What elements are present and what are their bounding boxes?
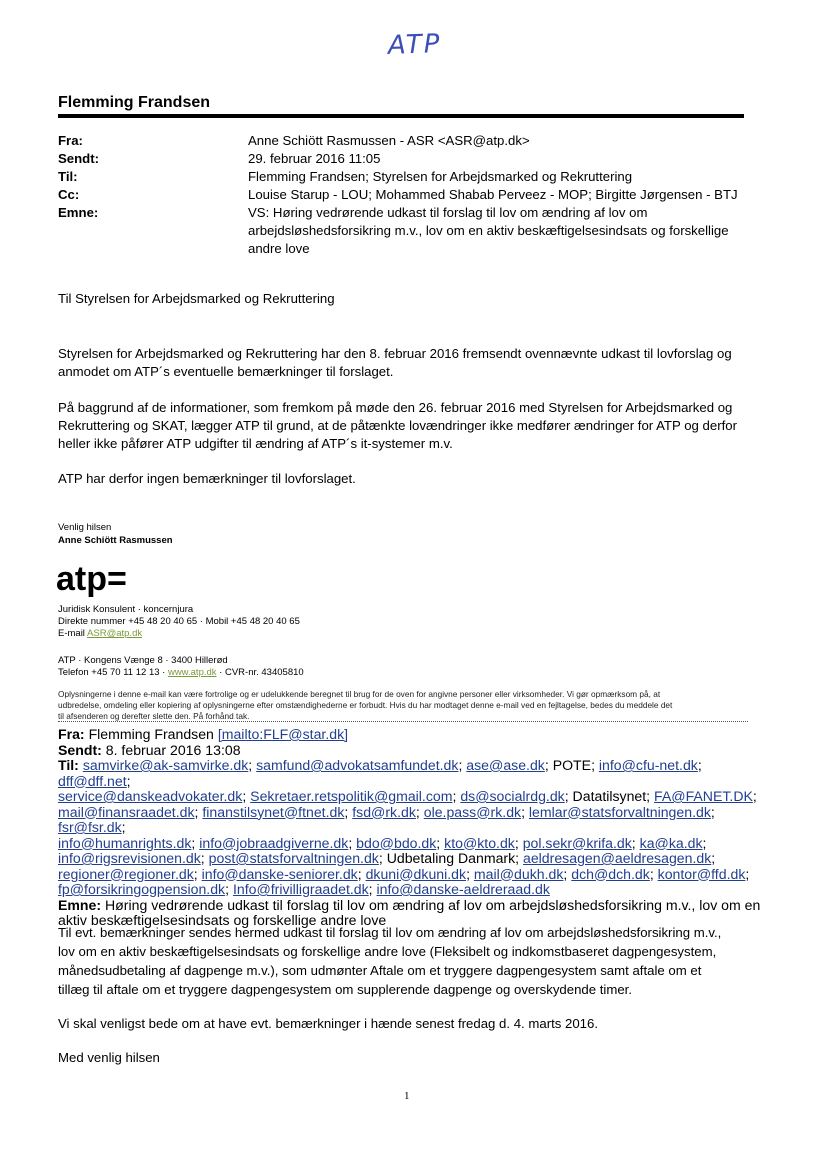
recipient-email-link[interactable]: service@danskeadvokater.dk [58,788,243,804]
fwd-sent-label: Sendt: [58,741,102,758]
recipient-email-link[interactable]: regioner@regioner.dk [58,865,194,882]
fwd-sent-value: 8. februar 2016 13:08 [105,741,241,758]
fwd-from-row [58,727,768,743]
recipient-separator-text: ; [436,834,445,851]
header-sent-row [58,150,758,168]
recipient-email-link[interactable]: info@danske-aeldreraad.dk [376,881,550,897]
subject-value [248,204,748,258]
closing-greeting: Med venlig hilsen [58,1050,160,1065]
recipient-email-link[interactable]: Sekretaer.retspolitik@gmail.com [250,788,453,804]
recipient-email-link[interactable]: aeldresagen@aeldresagen.dk [523,850,712,866]
recipient-separator-text: ; [415,803,424,820]
signature-name: Anne Schiött Rasmussen [58,535,173,546]
sent-value: 29. februar 2016 11:05 [248,151,381,166]
recipient-separator-text: ; [348,834,357,851]
recipient-separator-text: ; [193,865,202,882]
signature-phones: Direkte nummer +45 48 20 40 65 · Mobil +45 48 20 40 65 [58,616,300,627]
forwarded-header [58,727,768,929]
separator-dotted [58,721,748,722]
recipient-separator-text: ; [242,788,251,804]
recipients-line [58,836,768,852]
recipient-email-link[interactable]: finanstilsynet@ftnet.dk [202,803,345,820]
text-line: heller ikke påfører ATP udgifter til ændring af ATP´s it-systemer m.v. [58,436,453,451]
text-line: På baggrund af de informationer, som fremkom på møde den 26. februar 2016 med Styrelsen for Arbejdsmarked og [58,400,733,415]
cc-label: Cc: [58,187,80,202]
recipient-separator-text: ; [631,834,640,851]
recipient-separator-text: ; [710,803,715,820]
text-line: Til evt. bemærkninger sendes hermed udkast til forslag til lov om ændring af lov om arbejdsløshedsforsikring m.v., [58,925,722,940]
text-line: anmodet om ATP´s eventuelle bemærkninger til forslaget. [58,364,394,379]
subject-line: VS: Høring vedrørende udkast til forslag til lov om ændring af lov om [248,205,648,220]
paragraph-2 [58,399,758,453]
header-to-row [58,168,758,186]
email-label: E-mail [58,628,88,639]
text-line: lov om en aktiv beskæftigelsesindsats og forskellige andre love (Fleksibelt og indkomstbaseret dagpengesystem, [58,944,717,959]
recipients-line [58,805,768,836]
recipient-separator-text: ; [563,865,572,882]
signature-email-line [58,628,758,640]
website-link[interactable]: www.atp.dk [167,667,217,678]
greeting: Til Styrelsen for Arbejdsmarked og Rekruttering [58,291,335,306]
phone-text: Telefon +45 70 11 12 13 · [58,667,168,678]
signature-address-block [58,655,758,679]
header-from-row [58,132,758,150]
recipient-separator-text: ; Datatilsynet; [564,788,655,804]
disclaimer-line: Oplysningerne i denne e-mail kan være fortrolige og er udelukkende beregnet til brug for de oven for angivne personer eller virksomheder. Vi gør opmærksom på, at [58,689,661,699]
signature-email-link[interactable]: ASR@atp.dk [87,628,143,639]
recipient-email-link[interactable]: mail@finansraadet.dk [58,803,195,820]
header-subject-row [58,204,758,258]
recipient-separator-text: ; [649,865,658,882]
deadline-paragraph: Vi skal venligst bede om at have evt. bemærkninger i hænde senest fredag d. 4. marts 2016. [58,1016,599,1031]
text-line: Styrelsen for Arbejdsmarked og Rekruttering har den 8. februar 2016 fremsendt ovennævnte udkast til lovforslag og [58,346,732,361]
recipient-separator-text: ; [466,865,474,882]
email-header [58,132,758,258]
recipients-line-content [58,757,702,789]
fwd-from-mailto-link[interactable]: [mailto:FLF@star.dk] [217,726,349,742]
request-paragraph [58,923,768,999]
recipients-line [58,867,768,883]
paragraph-1 [58,345,758,381]
recipient-separator-text: ; POTE; [544,757,599,773]
header-rule [58,114,744,118]
recipient-email-link[interactable]: ds@socialrdg.dk [460,788,565,804]
cvr-text: · CVR-nr. 43405810 [216,667,304,678]
subject-label: Emne: [58,205,99,220]
recipient-email-link[interactable]: kontor@ffd.dk [657,865,746,882]
atp-logo: atp= [56,560,127,598]
fwd-subject-row [58,898,768,914]
recipient-email-link[interactable]: fsd@rk.dk [352,803,416,820]
to-label: Til: [58,169,78,184]
subject-line: arbejdsløshedsforsikring m.v., lov om en aktiv beskæftigelsesindsats og forskellige [248,223,729,238]
recipient-separator-text: ; [514,834,523,851]
to-value: Flemming Frandsen; Styrelsen for Arbejdsmarked og Rekruttering [248,169,633,184]
recipient-email-link[interactable]: post@statsforvaltningen.dk [208,850,379,866]
recipient-separator-text: ; [711,850,716,866]
recipients-line [58,851,768,867]
fwd-from-value: Flemming Frandsen [88,726,218,742]
recipient-separator-text: ; [697,757,702,773]
recipient-separator-text: ; [126,772,131,789]
recipient-email-link[interactable]: ole.pass@rk.dk [423,803,522,820]
recipient-email-link[interactable]: dkuni@dkuni.dk [365,865,467,882]
from-label: Fra: [58,133,83,148]
recipient-email-link[interactable]: bdo@bdo.dk [356,834,437,851]
recipient-email-link[interactable]: info@danske-seniorer.dk [201,865,358,882]
disclaimer [58,689,758,722]
recipient-separator-text: ; [121,819,126,835]
page-number: 1 [404,1090,410,1102]
recipient-email-link[interactable]: info@rigsrevisionen.dk [58,850,201,866]
recipient-email-link[interactable]: FA@FANET.DK [654,788,753,804]
disclaimer-line: til afsenderen og derefter slette den. På forhånd tak. [58,711,250,721]
recipient-separator-text: ; [752,788,757,804]
recipients-line [58,789,768,805]
subject-line: andre love [248,241,310,256]
fwd-to-label: Til: [58,757,79,773]
recipient-email-link[interactable]: samvirke@ak-samvirke.dk [82,757,249,773]
recipient-email-link[interactable]: dch@dch.dk [571,865,650,882]
header-cc-row [58,186,758,204]
sent-label: Sendt: [58,151,100,166]
recipient-email-link[interactable]: samfund@advokatsamfundet.dk [256,757,459,773]
recipient-separator-text: ; [248,757,257,773]
recipient-email-link[interactable]: kto@kto.dk [444,834,515,851]
recipient-separator-text: ; [702,834,707,851]
recipient-email-link[interactable]: ase@ase.dk [466,757,545,773]
recipient-separator-text: ; [194,803,203,820]
text-line: månedsudbetaling af dagpenge m.v.), som udmønter Aftale om et tryggere dagpengesystem samt aftale om et [58,963,702,978]
recipient-email-link[interactable]: mail@dukh.dk [473,865,564,882]
paragraph-3: ATP har derfor ingen bemærkninger til lovforslaget. [58,471,356,486]
recipient-email-link[interactable]: info@jobraadgiverne.dk [199,834,349,851]
recipient-email-link[interactable]: pol.sekr@krifa.dk [522,834,632,851]
recipient-separator-text: ; [191,834,200,851]
signature-closing: Venlig hilsen [58,522,112,533]
recipient-email-link[interactable]: fsr@fsr.dk [58,819,122,835]
recipients-line [58,882,768,898]
handwritten-atp-stamp: ATP [387,29,442,61]
recipient-separator-text: ; Udbetaling Danmark; [378,850,523,866]
fwd-subject-continuation: aktiv beskæftigelsesindsats og forskellige andre love [58,912,387,928]
fwd-subject-value: Høring vedrørende udkast til forslag til lov om ændring af lov om arbejdsløshedsforsikring m.v., lov om en [105,896,761,913]
fwd-from-label: Fra: [58,726,85,742]
recipient-separator-text: ; [745,865,750,882]
signature-address: ATP · Kongens Vænge 8 · 3400 Hillerød [58,655,228,666]
recipient-email-link[interactable]: info@cfu-net.dk [598,757,698,773]
fwd-subject-label: Emne: [58,896,102,913]
recipient-separator-text: ; [521,803,529,820]
recipients-line [58,758,768,789]
recipient-separator-text: ; [200,850,209,866]
text-line: tillæg til aftale om et tryggere dagpengesystem om supplerende dagpenge og overskydende timer. [58,982,632,997]
signature-phone-line [58,667,758,679]
disclaimer-line: udbredelse, omdeling eller kopiering af oplysningerne efter omstændighederne er forbudt. Hvis du har modtaget denne e-mail ved en fejltagelse, bedes du meddele det [58,700,673,710]
recipient-separator-text: ; [368,881,377,897]
recipient-email-link[interactable]: info@humanrights.dk [58,834,192,851]
recipient-separator-text: ; [344,803,353,820]
from-value: Anne Schiött Rasmussen - ASR <ASR@atp.dk> [248,133,530,148]
signature-details [58,604,758,640]
recipient-separator-text: ; [458,757,467,773]
recipient-separator-text: ; [452,788,461,804]
text-line: Rekruttering og SKAT, lægger ATP til grund, at de påtænkte lovændringer ikke medfører ændringer for ATP og derfor [58,418,737,433]
recipient-separator-text: ; [225,881,233,897]
cc-value: Louise Starup - LOU; Mohammed Shabab Perveez - MOP; Birgitte Jørgensen - BTJ [248,187,738,202]
recipient-email-link[interactable]: fp@forsikringogpension.dk [58,881,226,897]
recipient-email-link[interactable]: ka@ka.dk [639,834,703,851]
recipient-email-link[interactable]: dff@dff.net [58,772,127,789]
recipient-email-link[interactable]: lemlar@statsforvaltningen.dk [528,803,711,820]
fwd-to-block [58,758,768,898]
signature-title: Juridisk Konsulent · koncernjura [58,604,194,615]
mailbox-owner-name: Flemming Frandsen [58,94,211,111]
recipient-separator-text: ; [357,865,366,882]
recipient-email-link[interactable]: Info@frivilligraadet.dk [232,881,369,897]
fwd-sent-row [58,743,768,759]
